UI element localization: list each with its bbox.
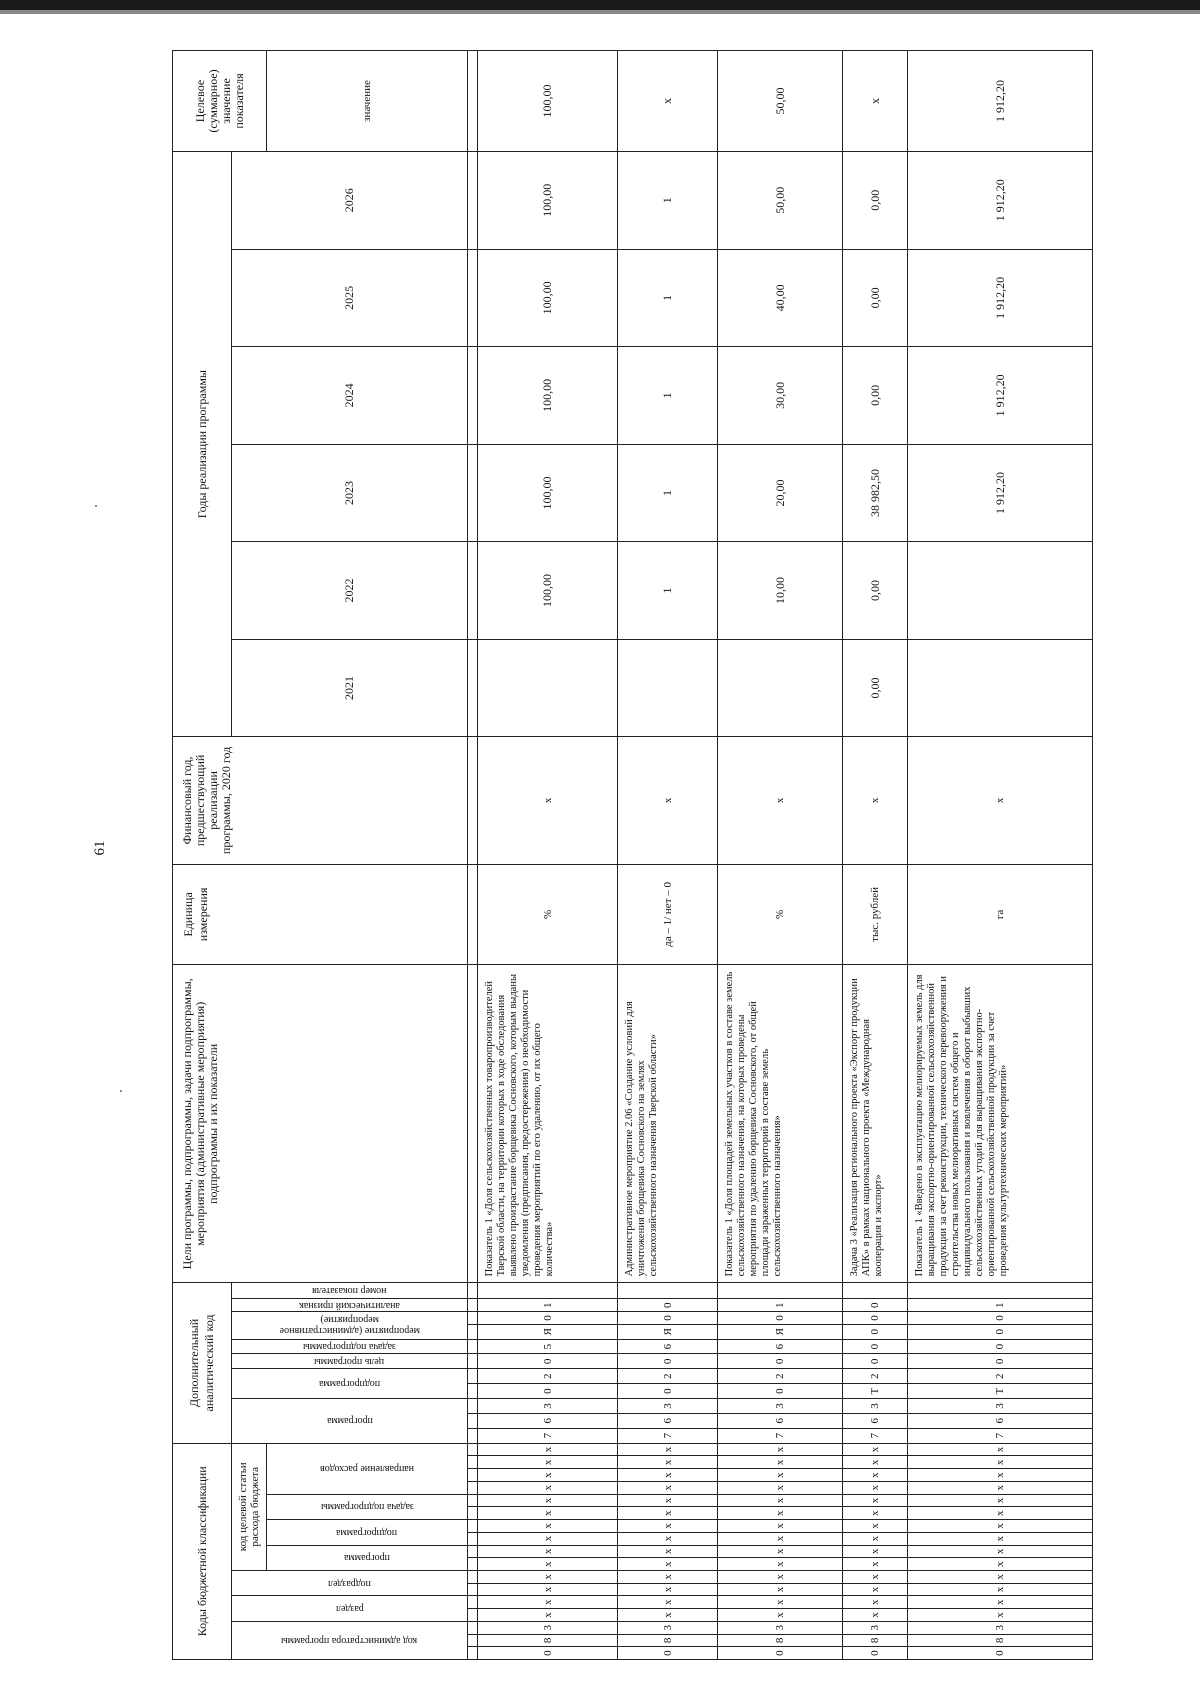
kbk-cell: x — [843, 1494, 908, 1507]
year-value-cell: 100,00 — [478, 151, 618, 249]
year-value-cell: 20,00 — [718, 444, 843, 542]
admin-code-digit: 3 — [618, 1621, 718, 1634]
year-2023-header: 2023 — [232, 444, 468, 542]
ac-feature-header: аналитический признак — [232, 1299, 468, 1312]
kbk-cell: x — [478, 1456, 618, 1469]
analytic-code-digit: 7 — [843, 1428, 908, 1443]
year-value-cell — [718, 639, 843, 737]
scan-speck — [95, 505, 97, 507]
ac-subprogram-header: подпрограмма — [232, 1369, 468, 1399]
analytic-code-digit: Т — [908, 1384, 1093, 1399]
scan-top-border — [0, 0, 1200, 10]
kbk-cell: x — [718, 1558, 843, 1571]
year-value-cell: 0,00 — [843, 249, 908, 347]
analytic-code-digit: 0 — [908, 1324, 1093, 1339]
table-row — [618, 51, 718, 1660]
fin-year-cell: x — [478, 737, 618, 864]
analytic-code-digit: 3 — [718, 1399, 843, 1414]
admin-code-digit: 8 — [718, 1634, 843, 1647]
admin-code-digit: 3 — [908, 1621, 1093, 1634]
kbk-cell: x — [618, 1456, 718, 1469]
unit-header: Единица измерения — [173, 864, 468, 965]
table-body — [468, 51, 1093, 1660]
kbk-cell: x — [718, 1570, 843, 1583]
kbk-cell: x — [618, 1481, 718, 1494]
ac-program-header: программа — [232, 1399, 468, 1444]
analytic-code-digit: 2 — [718, 1369, 843, 1384]
admin-code-digit: 8 — [618, 1634, 718, 1647]
kbk-cell: x — [618, 1596, 718, 1609]
analytic-code-digit: 0 — [843, 1299, 908, 1312]
kbk-cell: x — [718, 1545, 843, 1558]
target-value-cell: 1 912,20 — [908, 51, 1093, 152]
kbk-cell: x — [843, 1558, 908, 1571]
kbk-cell: x — [618, 1609, 718, 1622]
analytic-code-digit: 0 — [478, 1312, 618, 1325]
analytic-code-digit: 0 — [843, 1339, 908, 1354]
table-row — [908, 51, 1093, 1660]
analytic-code-digit: 0 — [718, 1354, 843, 1369]
spacer-row — [468, 51, 478, 1660]
analytic-code-digit: 6 — [478, 1413, 618, 1428]
ac-event-header: мероприятие (административное мероприятие) — [232, 1312, 468, 1340]
analytic-code-digit: 0 — [718, 1312, 843, 1325]
table-row — [718, 51, 843, 1660]
admin-code-digit: 8 — [478, 1634, 618, 1647]
analytic-code-digit: 7 — [908, 1428, 1093, 1443]
kcsr-subprogram-header: подпрограмма — [267, 1520, 468, 1545]
analytic-code-digit: 6 — [618, 1339, 718, 1354]
analytic-code-digit: 1 — [478, 1299, 618, 1312]
year-value-cell — [908, 542, 1093, 640]
kbk-cell: x — [718, 1520, 843, 1533]
kbk-cell: x — [718, 1596, 843, 1609]
analytic-code-digit: 6 — [618, 1413, 718, 1428]
kbk-cell: x — [908, 1583, 1093, 1596]
year-value-cell: 100,00 — [478, 444, 618, 542]
admin-code-header: код администратора программы — [232, 1621, 468, 1659]
year-value-cell: 1 — [618, 542, 718, 640]
analytic-code-digit: 6 — [908, 1413, 1093, 1428]
year-2021-header: 2021 — [232, 639, 468, 737]
kbk-cell: x — [718, 1507, 843, 1520]
kbk-cell: x — [478, 1583, 618, 1596]
year-value-cell: 30,00 — [718, 347, 843, 445]
ac-goal-header: цель программы — [232, 1354, 468, 1369]
kbk-cell: x — [718, 1532, 843, 1545]
goals-header: Цели программы, подпрограммы, задачи подпрограммы, мероприятия (административные мероприятия) подпрограммы и их показатели — [173, 965, 468, 1283]
table-row — [478, 51, 618, 1660]
kbk-cell: x — [908, 1481, 1093, 1494]
fin-year-cell: x — [618, 737, 718, 864]
unit-cell: % — [718, 864, 843, 965]
kbk-cell: x — [908, 1532, 1093, 1545]
kbk-cell: x — [618, 1558, 718, 1571]
analytic-code-digit: 2 — [843, 1369, 908, 1384]
target-value-cell: x — [843, 51, 908, 152]
analytic-code-digit: 6 — [843, 1413, 908, 1428]
kbk-cell: x — [908, 1558, 1093, 1571]
year-value-cell: 38 982,50 — [843, 444, 908, 542]
kbk-cell: x — [908, 1469, 1093, 1482]
kbk-cell: x — [718, 1456, 843, 1469]
year-value-cell: 1 — [618, 347, 718, 445]
year-value-cell — [618, 639, 718, 737]
analytic-code-digit: 2 — [908, 1369, 1093, 1384]
kbk-cell: x — [478, 1481, 618, 1494]
unit-cell: да – 1/ нет – 0 — [618, 864, 718, 965]
kbk-cell: x — [843, 1456, 908, 1469]
year-2026-header: 2026 — [232, 151, 468, 249]
kbk-cell: x — [718, 1481, 843, 1494]
kbk-cell: x — [618, 1469, 718, 1482]
analytic-code-digit: 7 — [478, 1428, 618, 1443]
analytic-code-digit: 3 — [843, 1399, 908, 1414]
analytic-code-digit: 0 — [908, 1339, 1093, 1354]
analytic-code-digit: Я — [478, 1324, 618, 1339]
year-value-cell: 1 912,20 — [908, 151, 1093, 249]
admin-code-digit: 0 — [478, 1647, 618, 1660]
analytic-code-digit: 0 — [478, 1354, 618, 1369]
analytic-code-digit: 3 — [908, 1399, 1093, 1414]
year-value-cell — [478, 639, 618, 737]
year-2024-header: 2024 — [232, 347, 468, 445]
kbk-cell: x — [843, 1520, 908, 1533]
target-value-subheader: значение — [267, 51, 468, 152]
analytic-code-digit: 0 — [618, 1354, 718, 1369]
fin-year-cell: x — [843, 737, 908, 864]
kbk-cell: x — [478, 1507, 618, 1520]
podrazdel-header: подраздел — [232, 1570, 468, 1595]
year-value-cell: 0,00 — [843, 151, 908, 249]
target-header: Целевое (суммарное) значение показателя — [173, 51, 267, 152]
analytic-code-digit: 0 — [908, 1354, 1093, 1369]
year-value-cell: 100,00 — [478, 249, 618, 347]
page-number: 61 — [92, 840, 108, 856]
year-value-cell: 100,00 — [478, 542, 618, 640]
admin-code-digit: 0 — [908, 1647, 1093, 1660]
kcsr-program-header: программа — [267, 1545, 468, 1570]
analytic-code-digit: 6 — [718, 1339, 843, 1354]
analytic-code-digit: 1 — [908, 1299, 1093, 1312]
kbk-cell: x — [718, 1583, 843, 1596]
admin-code-digit: 3 — [718, 1621, 843, 1634]
kbk-cell: x — [618, 1520, 718, 1533]
kbk-cell: x — [718, 1494, 843, 1507]
kbk-cell: x — [908, 1609, 1093, 1622]
kbk-cell: x — [843, 1481, 908, 1494]
fin-year-cell: x — [908, 737, 1093, 864]
analytic-code-digit: 0 — [618, 1312, 718, 1325]
analytic-code-digit: 0 — [618, 1299, 718, 1312]
analytic-code-digit: 3 — [618, 1399, 718, 1414]
fin-year-header: Финансовый год, предшествующий реализации программы, 2020 год — [173, 737, 468, 864]
kbk-cell: x — [718, 1443, 843, 1456]
indicators-table — [172, 50, 1093, 1660]
year-value-cell: 50,00 — [718, 151, 843, 249]
analytic-code-digit: 2 — [618, 1369, 718, 1384]
indicator-description: Показатель 1 «Доля сельскохозяйственных товаропроизводителей Тверской области, на территории которых в ходе обследования выявлено произрастание борщевика Сосновского, которым выданы уведомления (предписания, предостережения) о необходимости проведения мероприятий по его удалению, от их общего количества» — [478, 965, 618, 1283]
year-value-cell: 1 — [618, 151, 718, 249]
kbk-cell: x — [718, 1469, 843, 1482]
year-value-cell: 0,00 — [843, 639, 908, 737]
kbk-cell: x — [718, 1609, 843, 1622]
year-value-cell: 1 — [618, 444, 718, 542]
analytic-code-digit: 1 — [718, 1299, 843, 1312]
kbk-cell: x — [618, 1507, 718, 1520]
kbk-cell: x — [843, 1596, 908, 1609]
year-value-cell: 0,00 — [843, 542, 908, 640]
kbk-cell: x — [908, 1494, 1093, 1507]
kbk-cell: x — [843, 1443, 908, 1456]
kbk-cell: x — [618, 1545, 718, 1558]
years-group-header: Годы реализации программы — [173, 151, 232, 736]
unit-cell: га — [908, 864, 1093, 965]
blank-cell — [908, 1283, 1093, 1299]
blank-cell — [718, 1283, 843, 1299]
unit-cell: тыс. рублей — [843, 864, 908, 965]
razdel-header: раздел — [232, 1596, 468, 1621]
year-value-cell: 40,00 — [718, 249, 843, 347]
kbk-cell: x — [478, 1532, 618, 1545]
analytic-code-digit: 7 — [718, 1428, 843, 1443]
admin-code-digit: 3 — [478, 1621, 618, 1634]
analytic-code-digit: 5 — [478, 1339, 618, 1354]
analytic-code-digit: Я — [618, 1324, 718, 1339]
budget-codes-header: Коды бюджетной классификации — [173, 1443, 232, 1659]
kbk-cell: x — [618, 1443, 718, 1456]
year-value-cell: 0,00 — [843, 347, 908, 445]
kbk-cell: x — [908, 1456, 1093, 1469]
blank-cell — [618, 1283, 718, 1299]
year-value-cell: 1 912,20 — [908, 347, 1093, 445]
kbk-cell: x — [478, 1469, 618, 1482]
admin-code-digit: 8 — [843, 1634, 908, 1647]
admin-code-digit: 8 — [908, 1634, 1093, 1647]
analytic-code-digit: 0 — [843, 1354, 908, 1369]
analytic-code-digit: Я — [718, 1324, 843, 1339]
year-value-cell: 100,00 — [478, 347, 618, 445]
kbk-cell: x — [478, 1545, 618, 1558]
ac-task-header: задача подпрограммы — [232, 1339, 468, 1354]
kbk-cell: x — [843, 1507, 908, 1520]
kbk-cell: x — [908, 1520, 1093, 1533]
year-2022-header: 2022 — [232, 542, 468, 640]
rotated-table-wrapper — [172, 50, 1132, 1660]
kbk-cell: x — [478, 1494, 618, 1507]
kbk-cell: x — [843, 1583, 908, 1596]
kbk-cell: x — [478, 1596, 618, 1609]
kbk-cell: x — [618, 1570, 718, 1583]
kcsr-task-header: задача подпрограммы — [267, 1494, 468, 1519]
kbk-cell: x — [843, 1469, 908, 1482]
kbk-cell: x — [618, 1532, 718, 1545]
kbk-cell: x — [908, 1507, 1093, 1520]
indicator-description: Показатель 1 «Доля площадей земельных участков в составе земель сельскохозяйственного назначения, на которых проведены мероприятия по удалению борщевика Сосновского, от общей площади зараженных территорий в составе земель сельскохозяйственного назначения» — [718, 965, 843, 1283]
kbk-cell: x — [478, 1520, 618, 1533]
admin-code-digit: 3 — [843, 1621, 908, 1634]
analytic-code-digit: Т — [843, 1384, 908, 1399]
analytic-code-digit: 2 — [478, 1369, 618, 1384]
ac-indicator-header: номер показателя — [232, 1283, 468, 1299]
indicator-description: Показатель 1 «Введено в эксплуатацию мелиорируемых земель для выращивания экспортно-ориентированной сельскохозяйственной продукции за счет реконструкции, технического перевооружения и строительства новых мелиоративных систем общего и индивидуального пользования и вовлечения в оборот выбывших сельскохозяйственных угодий для выращивания экспортно-ориентированной сельскохозяйственной продукции за счет проведения культуртехнических мероприятий» — [908, 965, 1093, 1283]
analytic-code-digit: 0 — [718, 1384, 843, 1399]
kbk-cell: x — [843, 1532, 908, 1545]
analytic-code-digit: 7 — [618, 1428, 718, 1443]
kbk-cell: x — [478, 1443, 618, 1456]
blank-cell — [843, 1283, 908, 1299]
target-value-cell: x — [618, 51, 718, 152]
year-value-cell — [908, 639, 1093, 737]
year-value-cell: 1 912,20 — [908, 444, 1093, 542]
kbk-cell: x — [618, 1583, 718, 1596]
admin-code-digit: 0 — [718, 1647, 843, 1660]
analytic-code-digit: 3 — [478, 1399, 618, 1414]
scan-speck — [120, 1090, 122, 1092]
target-value-cell: 50,00 — [718, 51, 843, 152]
analytic-code-digit: 0 — [908, 1312, 1093, 1325]
kbk-cell: x — [478, 1570, 618, 1583]
kbk-cell: x — [908, 1443, 1093, 1456]
kbk-cell: x — [618, 1494, 718, 1507]
kbk-cell: x — [843, 1609, 908, 1622]
analytic-code-digit: 6 — [718, 1413, 843, 1428]
fin-year-cell: x — [718, 737, 843, 864]
analytic-code-digit: 0 — [478, 1384, 618, 1399]
kcsr-direction-header: направление расходов — [267, 1443, 468, 1494]
additional-code-header: Дополнительный аналитический код — [173, 1283, 232, 1443]
year-2025-header: 2025 — [232, 249, 468, 347]
year-value-cell: 10,00 — [718, 542, 843, 640]
kbk-cell: x — [908, 1570, 1093, 1583]
unit-cell: % — [478, 864, 618, 965]
analytic-code-digit: 0 — [843, 1312, 908, 1325]
year-value-cell: 1 912,20 — [908, 249, 1093, 347]
analytic-code-digit: 0 — [843, 1324, 908, 1339]
admin-code-digit: 0 — [843, 1647, 908, 1660]
scan-top-shadow — [0, 10, 1200, 14]
kcsr-header: код целевой статьи расхода бюджета — [232, 1443, 267, 1570]
kbk-cell: x — [478, 1609, 618, 1622]
kbk-cell: x — [478, 1558, 618, 1571]
kbk-cell: x — [843, 1545, 908, 1558]
admin-code-digit: 0 — [618, 1647, 718, 1660]
indicator-description: Задача 3 «Реализация регионального проекта «Экспорт продукции АПК» в рамках национального проекта «Международная кооперация и экспорт» — [843, 965, 908, 1283]
indicator-description: Административное мероприятие 2.06 «Создание условий для уничтожения борщевика Сосновского на землях сельскохозяйственного назначения Тверской области» — [618, 965, 718, 1283]
year-value-cell: 1 — [618, 249, 718, 347]
kbk-cell: x — [843, 1570, 908, 1583]
table-row — [843, 51, 908, 1660]
kbk-cell: x — [908, 1545, 1093, 1558]
target-value-cell: 100,00 — [478, 51, 618, 152]
blank-cell — [478, 1283, 618, 1299]
analytic-code-digit: 0 — [618, 1384, 718, 1399]
kbk-cell: x — [908, 1596, 1093, 1609]
